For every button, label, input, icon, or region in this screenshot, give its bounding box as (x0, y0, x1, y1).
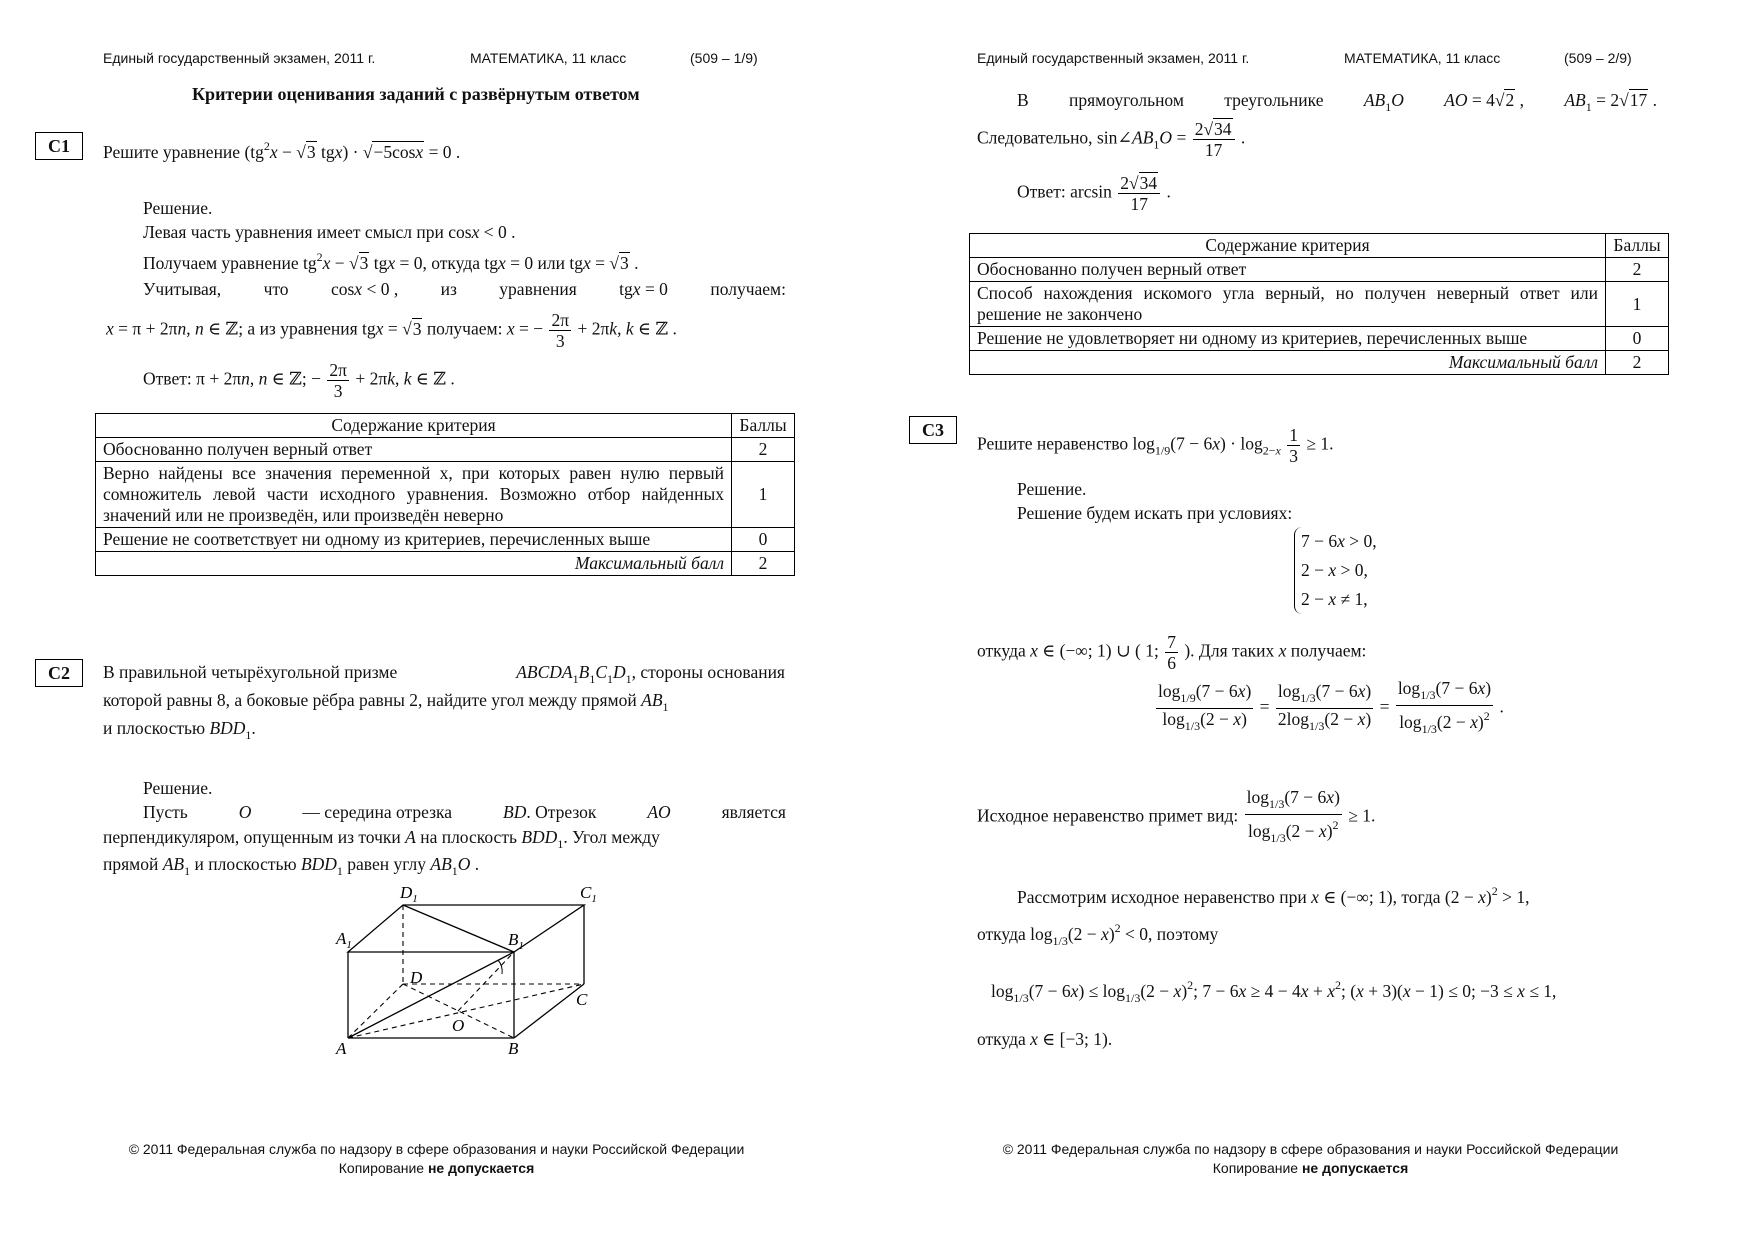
label-B1: $B_1$ (508, 930, 524, 952)
c1-solution-label: Решение. (143, 198, 213, 218)
label-C1: $C_1$ (580, 883, 597, 905)
c2-sol-line1: Пусть O — середина отрезка BD. Отрезок AO является (143, 802, 786, 822)
c2-line1: В правильной четырёхугольной призме $ABCDA_1B_1C_1D_1$, стороны основания (103, 662, 785, 686)
c3-hence: откуда $\log_{1/3}(2 - x)^2 < 0$, поэтому (977, 921, 1219, 948)
task-badge-c2: C2 (35, 659, 83, 687)
c2-cont-answer: Ответ: arcsin $\frac{2√34}{17}$ . (1017, 173, 1171, 214)
label-D1: $D_1$ (400, 883, 418, 905)
table-row: Способ нахождения искомого угла верный, но получен неверный ответ или решение не закончено 1 (970, 282, 1669, 327)
footer-line1: © 2011 Федеральная служба по надзору в сфере образования и науки Российской Федерации (1002, 1141, 1619, 1157)
table-max-row: Максимальный балл 2 (970, 351, 1669, 375)
label-O: O (452, 1016, 465, 1035)
label-A1: $A_1$ (336, 929, 352, 951)
c3-system: 7 − 6x > 0, 2 − x > 0, 2 − x ≠ 1, (1294, 527, 1377, 614)
prism-figure (330, 878, 600, 1068)
c3-consider: Рассмотрим исходное неравенство при x ∈ (−∞; 1), тогда $(2 - x)^2 > 1$, (1017, 884, 1530, 907)
c1-line3: Учитывая, что cosx < 0 , из уравнения tgx = 0 получаем: (143, 279, 786, 299)
header-subject: МАТЕМАТИКА, 11 класс (1344, 50, 1501, 66)
c3-becomes: Исходное неравенство примет вид: $\frac{\log_{1/3}(7 - 6x)}{\log_{1/3}(2 - x)^2}$ ≥ 1. (977, 787, 1376, 845)
c2-solution-label: Решение. (143, 778, 213, 798)
angle-mark (498, 960, 502, 974)
table-row: Обоснованно получен верный ответ 2 (96, 438, 795, 462)
edge-BC (514, 984, 584, 1038)
footer-line1: © 2011 Федеральная служба по надзору в сфере образования и науки Российской Федерации (128, 1141, 745, 1157)
c2-line3: и плоскостью $BDD_1$. (103, 718, 256, 742)
c2-sol-line2: перпендикуляром, опущенным из точки A на плоскость $BDD_1$. Угол между (103, 827, 660, 851)
c1-answer: Ответ: π + 2πn, n ∈ ℤ; − $\frac{2\pi}{3}$ + 2πk, k ∈ ℤ . (143, 360, 455, 401)
page-title: Критерии оценивания заданий с развёрнутым ответом (192, 84, 640, 104)
table-header-row: Содержание критерия Баллы (96, 414, 795, 438)
label-A: A (336, 1039, 347, 1058)
c3-domain: откуда x ∈ (−∞; 1) ∪ ( 1; $\frac{7}{6}$ ). Для таких x получаем: (977, 632, 1367, 673)
hidden-segment-OB1 (458, 952, 514, 1011)
prism-top-face (348, 905, 584, 952)
table-header-row: Содержание критерия Баллы (970, 234, 1669, 258)
footer-line2: Копирование не допускается (338, 1160, 535, 1176)
header-code: (509 – 1/9) (690, 50, 758, 66)
c2-cont-line1: В прямоугольном треугольнике $AB_1O$ AO = 4√2 , $AB_1 = 2√17$ . (1017, 90, 1657, 114)
table-row: Решение не удовлетворяет ни одному из критериев, перечисленных выше 0 (970, 327, 1669, 351)
header-subject: МАТЕМАТИКА, 11 класс (470, 50, 627, 66)
footer-line2: Копирование не допускается (1212, 1160, 1409, 1176)
table-max-row: Максимальный балл 2 (96, 552, 795, 576)
page-1 (0, 0, 873, 1239)
c2-sol-line3: прямой $AB_1$ и плоскостью $BDD_1$ равен углу $AB_1O$ . (103, 854, 480, 878)
label-C: C (576, 990, 588, 1009)
c1-line1: Левая часть уравнения имеет смысл при cosx < 0 . (143, 222, 516, 242)
c3-transform: $\frac{\log_{1/9}(7 - 6x)}{\log_{1/3}(2 - x)}$ = $\frac{\log_{1/3}(7 - 6x)}{2\log_{1/3}(2 - x)}$ = $\frac{\log_{1/3}(7 - 6x)}{\log_{1/3}(2 - x)^2}$ . (1158, 678, 1504, 736)
table-row: Верно найдены все значения переменной x, при которых равен нулю первый сомножитель левой части исходного уравнения. Возможно отбор найденных значений или не произведён, или произведён неверно 1 (96, 462, 795, 528)
c1-problem: Решите уравнение ($tg^2x - √3$ tgx) · √−5cosx = 0 . (103, 139, 461, 162)
label-D: D (410, 968, 423, 987)
header-exam: Единый государственный экзамен, 2011 г. (977, 50, 1250, 66)
table-row: Решение не соответствует ни одному из критериев, перечисленных выше 0 (96, 528, 795, 552)
page-2 (874, 0, 1747, 1239)
criteria-table-c2 (969, 233, 1669, 375)
c3-chain: $\log_{1/3}(7 - 6x) \le \log_{1/3}(2 - x)^2$; $7 - 6x \ge 4 - 4x + x^2$; (x + 3)(x − 1) ≤ 0; −3 ≤ x ≤ 1, (991, 978, 1557, 1005)
segment-AB1 (348, 952, 514, 1038)
criteria-table-c1 (95, 413, 795, 576)
task-badge-c3: C3 (909, 416, 957, 444)
header-exam: Единый государственный экзамен, 2011 г. (103, 50, 376, 66)
c3-conditions: Решение будем искать при условиях: (1017, 503, 1293, 523)
hidden-edge-AD (348, 984, 403, 1038)
diagonal-D1B1 (403, 905, 514, 952)
c3-solution-label: Решение. (1017, 479, 1087, 499)
c1-line2: Получаем уравнение $tg^2x - √3$ tgx = 0, откуда tgx = 0 или tgx = √3 . (143, 250, 639, 273)
label-B: B (508, 1039, 519, 1058)
c3-result: откуда x ∈ [−3; 1). (977, 1029, 1113, 1049)
c1-line4: x = π + 2πn, n ∈ ℤ; а из уравнения tgx = √3 получаем: x = − $\frac{2\pi}{3}$ + 2πk, k ∈ ℤ . (106, 310, 677, 351)
header-code: (509 – 2/9) (1564, 50, 1632, 66)
c3-problem: Решите неравенство $\log_{1/9}(7 - 6x) \cdot \log_{2-x}$ $\frac{1}{3}$ ≥ 1. (977, 425, 1334, 466)
c2-cont-line2: Следовательно, $\sin\angle AB_1O$ = $\frac{2√34}{17}$ . (977, 119, 1246, 160)
table-row: Обоснованно получен верный ответ 2 (970, 258, 1669, 282)
task-badge-c1: C1 (35, 132, 83, 160)
c2-line2: которой равны 8, а боковые рёбра равны 2, найдите угол между прямой $AB_1$ (103, 690, 669, 714)
